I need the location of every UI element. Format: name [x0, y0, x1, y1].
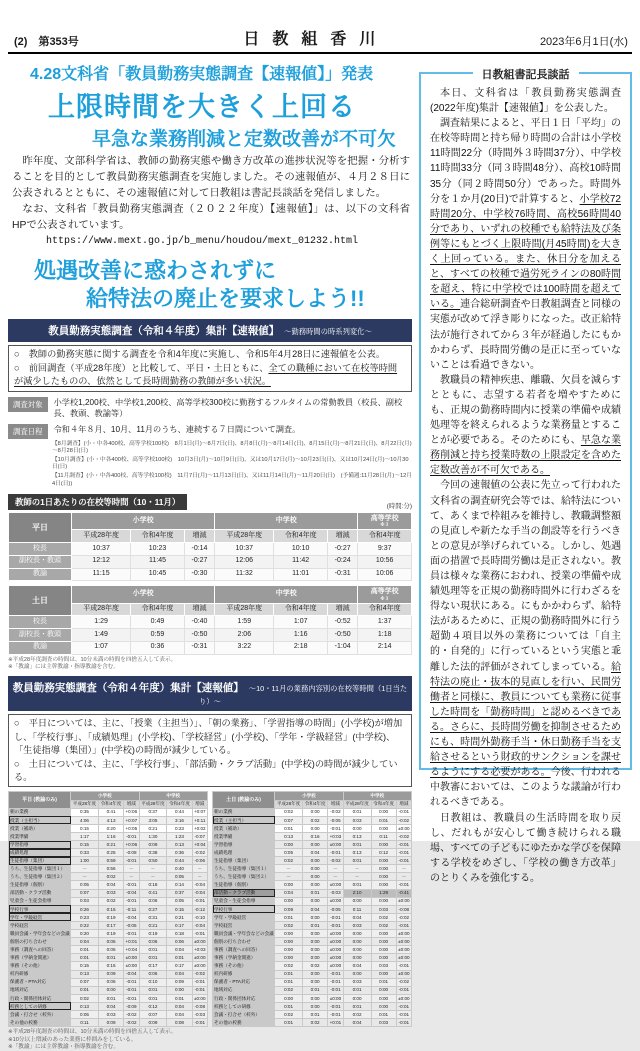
- table-row: その他の校務 0:11 0:09 -0:02 0:09 0:08 -0:01: [9, 1019, 208, 1027]
- statement-body: [430, 86, 621, 886]
- table-row: 平成28年度 令和4年度 増減 平成28年度 令和4年度 増減 令和4年度: [9, 603, 412, 616]
- table-row: 平成28年度 令和4年度 増減 平成28年度 令和4年度 増減 令和4年度: [9, 530, 412, 543]
- table-row: 会議・打合せ（校外） 0:02 0:01 -0:01 0:02 0:01 -0:01: [213, 1010, 412, 1018]
- issue-number: (2) 第353号: [14, 36, 79, 48]
- article-subheadline: 早急な業務削減と定数改善が不可欠: [92, 129, 397, 150]
- table-row: 校務としての研修 0:13 0:04 -0:09 0:12 0:04 -0:08: [9, 1002, 208, 1010]
- table-row: 授業（主担当） 4:06 4:13 +0:07 3:05 3:16 +0:11: [9, 816, 208, 824]
- table-row: 土日 (教諭のみ) 小学校 中学校: [213, 792, 412, 800]
- survey-schedule-row: [8, 424, 412, 439]
- table-row: 平日 小学校 中学校 高等学校 ※３: [9, 513, 412, 530]
- table-row: 校内研修 0:13 0:09 -0:04 0:06 0:04 -0:02: [9, 970, 208, 978]
- table-row: 生徒指導（個別） 0:00 0:00 ±0:00 0:01 0:00 -0:01: [213, 881, 412, 889]
- statement-box-title: 日教組書記長談話: [473, 66, 579, 82]
- mext-url-link[interactable]: https://www.mext.go.jp/b_menu/houdou/mext_01232.html: [46, 236, 359, 247]
- table-row: 事務（調査への回答） 0:00 0:00 ±0:00 0:00 0:00 ±0:00: [214, 947, 410, 953]
- table-row: 成績処理 0:33 0:25 -0:08 0:38 0:36 -0:02: [9, 849, 208, 857]
- article-body: [12, 154, 410, 234]
- table-row: 保護者・PTA対応 0:01 0:00 -0:01 0:03 0:01 -0:02: [213, 978, 412, 986]
- table-row: 成績処理 0:05 0:04 -0:01 0:13 0:12 -0:01: [213, 849, 412, 857]
- table-row: 土日 小学校 中学校 高等学校 ※３: [9, 586, 412, 603]
- table-row: 学校行事 0:26 0:15 -0:11 0:27 0:15 -0:12: [9, 905, 208, 913]
- survey-schedule-chip: 調査日程: [8, 424, 48, 439]
- table-row: 平成28年度 令和4年度 増減 平成28年度 令和4年度 増減: [9, 800, 208, 808]
- survey-target-chip: 調査対象: [8, 397, 48, 412]
- table-row: 部活動・クラブ活動 0:07 0:03 -0:04 0:41 0:37 -0:04: [9, 889, 208, 897]
- table-row: 学校経営 0:02 0:01 -0:01 0:03 0:02 -0:01: [213, 921, 412, 929]
- slogan-line-1: 処遇改善に惑わされずに: [34, 258, 277, 283]
- table-row: うち、生徒指導（集団２） － 0:00 － － 0:00 －: [213, 873, 412, 881]
- table-row: 学習指導 0:15 0:21 +0:06 0:09 0:13 +0:04: [10, 841, 206, 847]
- paragraph: 今回の速報値の公表に先立って行われた文科省の調査研究会等では、給特法について、あくまで枠組みを維持し、教職調整額の見直しや新たな手当の創設等を行うべきとの意見が挙げられている。しかし、処遇面の措置で長時間労働は是正されない。教員は様々な業務におわれ、授業の準備や成績処理等を正規の勤務時間外に行わざるを得ない現状にある。にもかかわらず、給特法があるために、正規の勤務時間外に行う超勤４項目以外の業務については「自主的・自発的」に行っているという実態と乖離した法的評価がされてしまっている。給特法の廃止・抜本的見直しを行い、民間労働者と同様に、教員についても業務に従事した時間を「勤務時間」と認めるべきである。さらに、長時間労働を抑制させるためにも、時間外勤務手当・休日勤務手当を支給させるという財政的サンクションを課せるようにする必要がある。今後、行われる中教審においては、このような議論が行われるべきである。: [430, 480, 622, 809]
- page-header: [0, 0, 640, 52]
- table-row: 学年・学級経営 0:23 0:19 -0:04 0:31 0:21 -0:10: [9, 913, 208, 921]
- table1-unit-note: (時間:分): [386, 503, 412, 511]
- table-row: 行政・関係団体対応 0:02 0:01 -0:01 0:01 0:01 ±0:00: [10, 995, 206, 1001]
- table-row: 事務（調査への回答） 0:01 0:05 +0:04 0:01 0:04 +0:03: [10, 947, 206, 953]
- paragraph: 教職員の精神疾患、離職、欠員を減らすとともに、志望する若者を増やすためにも、正規の勤務時間内に授業の準備や成績処理等を終えられるような業務量とすることが必要である。そのためにも、早急な業務削減と持ち授業時数の上限設定を含めた定数改善が不可欠である。: [430, 374, 622, 477]
- note-line: ※「教諭」には主幹教諭・指導教諭を含む。: [8, 664, 119, 670]
- table-row: 校内研修 0:01 0:00 -0:01 0:00 0:00 ±0:00: [214, 971, 410, 977]
- survey-target-row: [8, 397, 412, 419]
- table-row: 学年・学級経営 0:01 0:00 -0:01 0:04 0:02 -0:02: [213, 913, 412, 921]
- article-kicker: 4.28文科省「教員勤務実態調査【速報値】」発表: [30, 66, 374, 83]
- table-row: 生徒指導（個別） 0:05 0:04 -0:01 0:18 0:14 -0:04: [9, 881, 208, 889]
- paragraph: 本日、文科省は「教員勤務実態調査(2022年度)集計【速報値】」を公表した。: [430, 88, 621, 115]
- table-row: 学校行事 0:09 0:04 -0:05 0:11 0:03 -0:08: [213, 905, 412, 913]
- slogan-line-2: 給特法の廃止を要求しよう!!: [86, 286, 365, 312]
- table-row: 個別の打ち合わせ 0:00 0:00 ±0:00 0:00 0:00 ±0:00: [214, 938, 410, 944]
- section2-title-bar: [8, 676, 412, 711]
- table-row: 平日 (教諭のみ) 小学校 中学校: [9, 792, 208, 800]
- secretary-statement-box: [419, 69, 632, 884]
- section1-title: 教員勤務実態調査（令和４年度）集計【速報値】: [48, 325, 280, 338]
- survey-schedule-details: [52, 441, 412, 489]
- table-row: 授業準備 1:17 1:16 -0:01 1:30 1:23 -0:07: [9, 832, 208, 840]
- section2-title-note: ～10・11月の業務内容別の在校等時間（1日当たり）～: [199, 684, 408, 707]
- issue-date: 2023年6月1日(水): [539, 36, 628, 48]
- survey-target-text: 小学校1,200校、中学校1,200校、高等学校300校に勤務するフルタイムの常勤教員（校長、副校長、教頭、教諭等）: [53, 397, 403, 418]
- table-row: 授業準備 0:13 0:16 +0:03 0:13 0:11 -0:02: [213, 832, 412, 840]
- table1-title: 教師の1日あたりの在校等時間（10・11月）: [8, 494, 187, 510]
- table-row: 校長 1:29 0:49 -0:40 1:59 1:07 -0:52 1:37: [9, 616, 412, 629]
- table-row: 授業（主担当） 0:07 0:02 -0:05 0:03 0:01 -0:02: [213, 816, 412, 824]
- page-columns: [0, 54, 640, 1051]
- table-row: 事務（その他） 0:02 0:02 ±0:00 0:04 0:03 -0:01: [213, 962, 412, 970]
- table-row: 個別の打ち合わせ 0:04 0:05 +0:01 0:06 0:06 ±0:00: [10, 938, 206, 944]
- table-row: 授業（補助） 0:01 0:00 -0:01 0:00 0:00 ±0:00: [214, 825, 410, 831]
- note-line: ※平成28年度調査の時間は、10分未満の時間を四捨五入して表示。: [8, 1029, 177, 1036]
- table-row: 教諭 11:15 10:45 -0:30 11:32 11:01 -0:31 10:06: [9, 568, 412, 581]
- table-row: 事務（学納金関連） 0:00 0:00 ±0:00 0:00 0:00 ±0:00: [214, 955, 410, 961]
- section1-title-bar: [8, 319, 412, 342]
- paragraph: 日教組は、教職員の生活時間を取り戻し、だれもが安心して働き続けられる職場、すべての子どもにゆたかな学びを保障する学校をめざし、「学校の働き方改革」のとりくみを強化する。: [430, 812, 621, 884]
- table-row: 職員会議・学年会などの会議 0:20 0:19 -0:01 0:19 0:18 -0:01: [9, 930, 208, 938]
- table-row: 事務（その他） 0:15 0:15 ±0:00 0:17 0:17 ±0:00: [10, 963, 206, 969]
- table-row: 学習指導 0:00 0:00 ±0:00 0:01 0:00 -0:01: [213, 841, 412, 849]
- article-headline: 上限時間を大きく上回る: [48, 92, 356, 122]
- table-row: 地域対応 0:02 0:01 -0:01 0:01 0:00 -0:01: [213, 986, 412, 994]
- paragraph: 調査結果によると、平日１日「平均」の在校等時間と持ち帰り時間の合計は小学校11時間22分（時間外３時間37分）、中学校11時間33分（同３時間48分）、高校10時間35分（同２時間50分）であった。時間外分を１か月(20日)で計算すると、小学校72時間20分、中学校76時間、高校56時間40分であり、いずれの校種でも給特法及び条例等にもとづく上限時間(月45時間)を大きく上回っている。また、休日分を加えると、すべての校種で過労死ラインの80時間を超え、特に中学校では100時間を超えている。連合総研調査や日教組調査と同様の実態が改めて浮き彫りになった。改正給特法が施行されてから３年が経過したにもかかわらず、長時間労働の是正に至っていないことは看過できない。: [430, 118, 622, 371]
- main-article-column: [8, 58, 412, 1051]
- table-row: うち、生徒指導（集団１） － 0:00 － － 0:00 －: [213, 865, 412, 873]
- table-row: 児童会・生徒会指導 0:03 0:02 -0:01 0:06 0:05 -0:01: [9, 897, 208, 905]
- note-line: ※平成28年度調査の時間は、10分未満の時間を四捨五入して表示。: [8, 656, 177, 663]
- table-row: 平成28年度 令和4年度 増減 平成28年度 令和4年度 増減: [213, 800, 412, 808]
- table-row: 朝の業務 0:02 0:00 -0:02 0:01 0:00 -0:01: [213, 808, 412, 816]
- table-row: その他の校務 0:01 0:02 +0:01 0:04 0:03 -0:01: [213, 1019, 412, 1027]
- table-row: 部活動・クラブ活動 0:04 0:01 -0:03 2:10 1:29 -0:41: [213, 889, 412, 897]
- table-row: 会議・打合せ（校外） 0:05 0:03 -0:02 0:07 0:04 -0:03: [9, 1010, 208, 1018]
- note-line: 【8月調査】(小・中各400校、高等学校100校) 8月1日(月)～8月7日(日)、8月8日(月)～8月14日(日)、8月15日(月)～8月21日(日)、8月22日(月)～8月28日(日): [52, 440, 412, 455]
- table1-footnotes: [8, 657, 412, 672]
- masthead-title: 日教組香川: [243, 31, 389, 48]
- section1-summary-box: [8, 345, 412, 391]
- weekday-task-table: [8, 791, 208, 1027]
- survey-schedule-text: 令和４年８月、10月、11月のうち、連続する７日間について調査。: [53, 424, 301, 434]
- table-row: 生徒指導（集団） 0:02 0:00 -0:02 0:01 0:00 -0:01: [213, 857, 412, 865]
- table-row: 事務（学納金関連） 0:01 0:01 ±0:00 0:01 0:01 ±0:00: [10, 955, 206, 961]
- table-row: 校務としての研修 0:01 0:00 -0:01 0:01 0:00 -0:01: [213, 1002, 412, 1010]
- table-row: 行政・関係団体対応 0:00 0:00 ±0:00 0:00 0:00 ±0:00: [214, 995, 410, 1001]
- section2-title: 教員勤務実態調査（令和４年度）集計【速報値】: [12, 682, 244, 695]
- paragraph: 昨年度、文部科学省は、教師の勤務実態や働き方改革の進捗状況等を把握・分析することを目的として教員勤務実態調査を実施しました。その速報値が、４月２８日に公表されるとともに、その速報値に対して日教組は書記長談話を発信しました。: [12, 156, 410, 199]
- slogan-banner: [34, 257, 412, 313]
- hours-at-school-table: [8, 512, 412, 655]
- table2-footnotes: [8, 1029, 412, 1051]
- paragraph: ○ 平日については、主に、「授業（主担当）」、「朝の業務」、「学習指導の時間」(小学校)が増加し、「学校行事」、「成績処理」(小学校)、「学校経営」(小学校)、「学年・学級経営」(中学校)、「生徒指導（集団）」(中学校)の時間が減少している。: [14, 718, 403, 756]
- paragraph: なお、文科省「教員勤務実態調査（２０２２年度）【速報値】」は、以下の文科省HPで公表されています。: [12, 204, 410, 231]
- paragraph: ○ 教師の勤務実態に関する調査を令和4年度に実施し、令和5年4月28日に速報値を公表。: [14, 349, 386, 360]
- weekend-task-table: [212, 791, 412, 1027]
- note-line: ※10分以上増減のあった業務に枠囲みをしている。: [8, 1036, 137, 1043]
- paragraph: ○ 土日については、主に、「学校行事」、「部活動・クラブ活動」(中学校)の時間が減少している。: [14, 758, 398, 783]
- table-row: 職員会議・学年会などの会議 0:00 0:00 ±0:00 0:00 0:00 ±0:00: [214, 930, 410, 936]
- note-line: 【10月調査】(小・中各400校、高等学校100校) 10月3日(月)～10月9日(日)、又は10月17日(月)～10月23日(日)、又は10月24日(月)～10月30日(日): [52, 456, 409, 471]
- task-breakdown-tables: [8, 791, 412, 1027]
- table1-header-row: [8, 494, 412, 510]
- table-row: 校長 10:37 10:23 -0:14 10:37 10:10 -0:27 9:37: [9, 543, 412, 556]
- table-row: 保護者・PTA対応 0:07 0:06 -0:01 0:10 0:09 -0:01: [9, 978, 208, 986]
- paragraph: ○ 前回調査（平成28年度）と比較して、平日・土日ともに、全ての職種において在校等時間が減少したものの、依然として長時間勤務の教師が多い状況。: [14, 362, 398, 387]
- table-row: 教諭 1:07 0:36 -0:31 3:22 2:18 -1:04 2:14: [9, 641, 412, 654]
- note-line: 【11月調査】(小・中各400校、高等学校100校) 11月7日(月)～11月13日(日)、又は11月14日(月)～11月20日(日) (予備週:11月28日(月)～12月4日(日)): [52, 472, 412, 487]
- table-row: 学校経営 0:22 0:17 -0:05 0:21 0:17 -0:04: [9, 921, 208, 929]
- table-row: 副校長・教頭 1:49 0:59 -0:50 2:06 1:16 -0:50 1:18: [9, 629, 412, 642]
- table-row: うち、生徒指導（集団１） － 0:56 － － 0:40 －: [9, 865, 208, 873]
- table-row: うち、生徒指導（集団２） － 0:02 － － 0:05 －: [9, 873, 208, 881]
- note-line: ※「教諭」には主幹教諭・指導教諭を含む。: [8, 1043, 119, 1050]
- table-row: 副校長・教頭 12:12 11:45 -0:27 12:06 11:42 -0:24 10:56: [9, 555, 412, 568]
- table-row: 地域対応 0:01 0:00 -0:01 0:01 0:00 -0:01: [9, 986, 208, 994]
- table-row: 児童会・生徒会指導 0:00 0:00 ±0:00 0:00 0:00 ±0:00: [214, 898, 410, 904]
- table-row: 生徒指導（集団） 1:00 0:59 -0:01 0:50 0:44 -0:06: [9, 857, 208, 865]
- section1-title-note: ～勤務時間の時系列変化～: [284, 327, 372, 337]
- table-row: 朝の業務 0:35 0:41 +0:06 0:37 0:44 +0:07: [10, 809, 206, 815]
- table-row: 授業（補助） 0:15 0:20 +0:05 0:21 0:23 +0:02: [10, 825, 206, 831]
- section2-summary-box: [8, 714, 412, 787]
